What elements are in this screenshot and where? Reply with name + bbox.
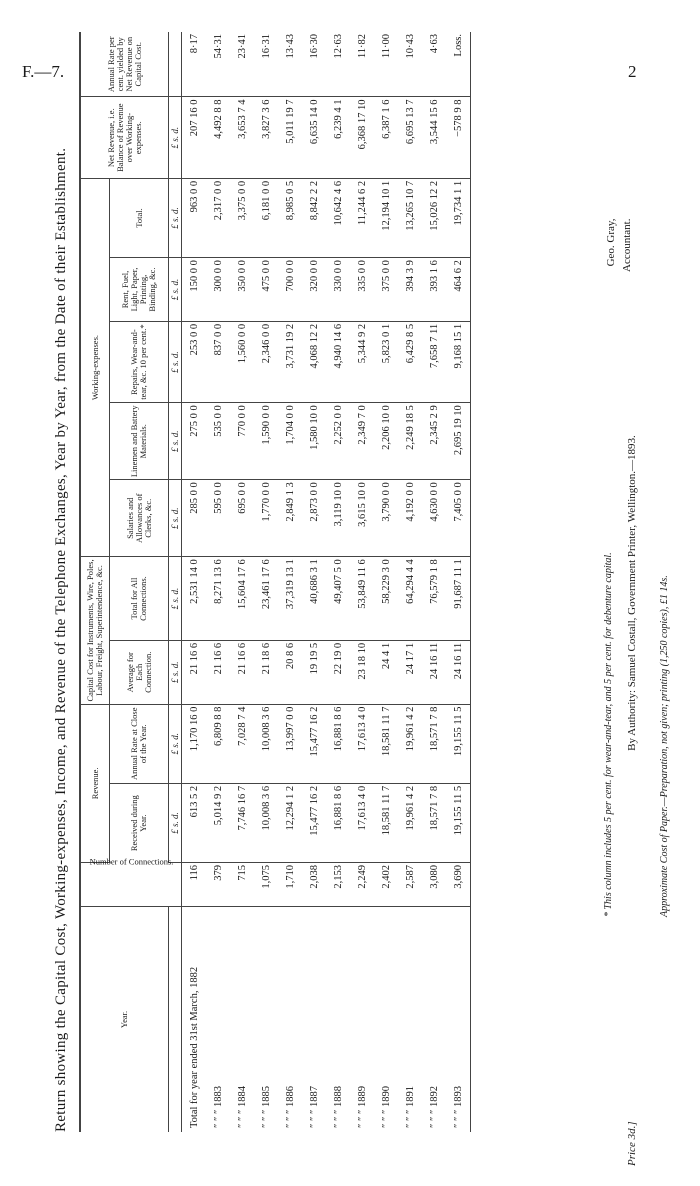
cell-rep: 6,429 8 5 [398, 321, 422, 402]
cell-sal: 4,630 0 0 [422, 480, 446, 557]
cell-avg: 23 18 10 [350, 640, 374, 704]
cell-year: ″ ″ ″ 1887 [308, 1086, 320, 1128]
cell-rent: 393 1 6 [422, 258, 446, 322]
cell-pct: 23·41 [230, 32, 254, 97]
cell-line: 1,704 0 0 [278, 403, 302, 480]
cell-sal: 285 0 0 [182, 480, 207, 557]
cell-pct: 10·43 [398, 32, 422, 97]
cell-rep: 4,940 14 6 [326, 321, 350, 402]
cell-tot: 37,319 13 1 [278, 557, 302, 641]
cell-tot: 49,407 5 0 [326, 557, 350, 641]
cell-pct: 11·00 [374, 32, 398, 97]
cell-avg: 21 18 6 [254, 640, 278, 704]
cell-conn: 2,038 [302, 863, 326, 907]
cell-sal: 2,873 0 0 [302, 480, 326, 557]
table-row [350, 32, 374, 1132]
cell-avg: 24 17 1 [398, 640, 422, 704]
cell-rent: 375 0 0 [374, 258, 398, 322]
cell-total: 963 0 0 [182, 178, 207, 257]
footnote: * This column includes 5 per cent. for wear-and-tear, and 5 per cent. for debenture capital. [603, 552, 614, 917]
cell-tot: 23,461 17 6 [254, 557, 278, 641]
units-blank [169, 32, 182, 97]
cell-rate: 16,881 8 6 [326, 704, 350, 783]
cell-conn: 2,402 [374, 863, 398, 907]
units: £ s. d. [169, 97, 182, 178]
cell-net: 3,544 15 6 [422, 97, 446, 178]
cell-year: ″ ″ ″ 1893 [446, 907, 471, 1132]
cell-tot: 40,686 3 1 [302, 557, 326, 641]
table-row [326, 32, 350, 1132]
cell-rate: 6,809 8 8 [206, 704, 230, 783]
cell-recv: 19,155 11 5 [446, 783, 471, 862]
cell-rent: 320 0 0 [302, 258, 326, 322]
cell-pct: 11·82 [350, 32, 374, 97]
cell-recv: 5,014 9 2 [206, 783, 230, 862]
cell-net: 6,368 17 10 [350, 97, 374, 178]
cell-recv: 18,571 7 8 [422, 783, 446, 862]
cell-sal: 695 0 0 [230, 480, 254, 557]
cell-pct: 54·31 [206, 32, 230, 97]
cell-total: 19,734 1 1 [446, 178, 471, 257]
cell-year: ″ ″ ″ 1888 [332, 1086, 344, 1128]
cell-recv: 16,881 8 6 [326, 783, 350, 862]
cell-avg: 22 19 0 [326, 640, 350, 704]
cell-sal: 4,192 0 0 [398, 480, 422, 557]
units: £ s. d. [169, 783, 182, 862]
cell-rep: 5,344 9 2 [350, 321, 374, 402]
cell-rent: 335 0 0 [350, 258, 374, 322]
cell-rep: 253 0 0 [182, 321, 207, 402]
cell-pct: 8·17 [182, 32, 207, 97]
average-header: Average for Each Connection. [110, 640, 169, 704]
cell-rep: 2,346 0 0 [254, 321, 278, 402]
cell-recv: 12,294 1 2 [278, 783, 302, 862]
cell-sal: 7,405 0 0 [446, 480, 471, 557]
cell-recv: 19,961 4 2 [398, 783, 422, 862]
cell-sal: 3,790 0 0 [374, 480, 398, 557]
table-row [278, 32, 302, 1132]
cell-pct: 16·30 [302, 32, 326, 97]
cell-sal: 595 0 0 [206, 480, 230, 557]
repairs-header: Repairs, Wear-and-tear, &c. 10 per cent.* [110, 321, 169, 402]
cell-year: ″ ″ ″ 1883 [212, 1086, 224, 1128]
cell-line: 2,249 18 5 [398, 403, 422, 480]
cell-avg: 24 4 1 [374, 640, 398, 704]
cell-rate: 17,613 4 0 [350, 704, 374, 783]
net-revenue-header: Net Revenue, i.e. Balance of Revenue over Working-expenses. [80, 97, 169, 178]
cell-year: ″ ″ ″ 1884 [236, 1086, 248, 1128]
cell-rent: 464 6 2 [446, 258, 471, 322]
cell-avg: 21 16 6 [182, 640, 207, 704]
cell-year: ″ ″ ″ 1885 [260, 1086, 272, 1128]
cell-rate: 19,155 11 5 [446, 704, 471, 783]
printer-authority: By Authority: Samuel Costall, Government Printer, Wellington.—1893. [626, 435, 638, 751]
units: £ s. d. [169, 403, 182, 480]
received-header: Received during Year. [110, 783, 169, 862]
cell-rep: 4,068 12 2 [302, 321, 326, 402]
cell-line: 1,590 0 0 [254, 403, 278, 480]
cell-rep: 7,658 7 11 [422, 321, 446, 402]
cell-conn: 1,075 [254, 863, 278, 907]
cell-tot: 2,531 14 0 [182, 557, 207, 641]
working-expenses-header: Working-expenses. [80, 178, 110, 556]
table-row [182, 32, 207, 1132]
cell-total: 13,265 10 7 [398, 178, 422, 257]
cell-conn: 116 [182, 863, 207, 907]
cell-tot: 76,579 1 8 [422, 557, 446, 641]
cell-conn: 3,080 [422, 863, 446, 907]
price: Price 3d.] [626, 1121, 638, 1166]
cell-rate: 19,961 4 2 [398, 704, 422, 783]
table-title: Return showing the Capital Cost, Working-expenses, Income, and Revenue of the Telephone Exchanges, Year by Year, from the Date of their Establishment. [53, 147, 69, 1132]
cell-conn: 3,690 [446, 863, 471, 907]
table-row [254, 32, 278, 1132]
cell-pct: Loss. [446, 32, 471, 97]
cell-line: 535 0 0 [206, 403, 230, 480]
cell-total: 8,985 0 5 [278, 178, 302, 257]
cell-net: 6,635 14 0 [302, 97, 326, 178]
cell-line: 2,252 0 0 [326, 403, 350, 480]
cell-sal: 2,849 1 3 [278, 480, 302, 557]
cell-avg: 21 16 6 [230, 640, 254, 704]
cell-rate: 18,571 7 8 [422, 704, 446, 783]
annual-rate-percent-header: Annual Rate per cent. yielded by Net Revenue on Capital Cost. [80, 32, 169, 97]
cell-conn: 2,249 [350, 863, 374, 907]
page-reference: F.—7. [22, 62, 65, 81]
cell-net: 5,011 19 7 [278, 97, 302, 178]
cell-net: −578 9 8 [446, 97, 471, 178]
cell-tot: 58,229 3 0 [374, 557, 398, 641]
cell-year: Total for year ended 31st March, 1882 [188, 966, 200, 1128]
units: £ s. d. [169, 258, 182, 322]
cell-avg: 24 16 11 [422, 640, 446, 704]
cell-rent: 150 0 0 [182, 258, 207, 322]
cell-rent: 700 0 0 [278, 258, 302, 322]
cell-net: 6,387 1 6 [374, 97, 398, 178]
rotated-footer-block [596, 0, 700, 1186]
cell-avg: 19 19 5 [302, 640, 326, 704]
cell-pct: 13·43 [278, 32, 302, 97]
cell-total: 10,642 4 6 [326, 178, 350, 257]
cell-tot: 91,687 11 1 [446, 557, 471, 641]
table-row [422, 32, 446, 1132]
cell-line: 2,695 19 10 [446, 403, 471, 480]
cell-recv: 17,613 4 0 [350, 783, 374, 862]
cell-net: 3,653 7 4 [230, 97, 254, 178]
cell-avg: 20 8 6 [278, 640, 302, 704]
table-row [398, 32, 422, 1132]
cell-rep: 5,823 0 1 [374, 321, 398, 402]
cell-rate: 7,028 7 4 [230, 704, 254, 783]
table-row [374, 32, 398, 1132]
return-table [79, 32, 471, 1132]
cell-net: 3,827 3 6 [254, 97, 278, 178]
cell-pct: 16·31 [254, 32, 278, 97]
cell-recv: 18,581 11 7 [374, 783, 398, 862]
cell-line: 2,345 2 9 [422, 403, 446, 480]
signature-name: Geo. Gray, [605, 218, 617, 267]
cell-rent: 300 0 0 [206, 258, 230, 322]
cell-rent: 475 0 0 [254, 258, 278, 322]
cell-total: 15,026 12 2 [422, 178, 446, 257]
cell-rep: 837 0 0 [206, 321, 230, 402]
cell-total: 3,375 0 0 [230, 178, 254, 257]
cell-rate: 13,997 0 0 [278, 704, 302, 783]
cell-conn: 1,710 [278, 863, 302, 907]
cell-year: ″ ″ ″ 1886 [284, 1086, 296, 1128]
cell-avg: 24 16 11 [446, 640, 471, 704]
annual-rate-close-header: Annual Rate at Close of the Year. [110, 704, 169, 783]
cell-pct: 4·63 [422, 32, 446, 97]
cell-conn: 2,587 [398, 863, 422, 907]
cell-rate: 1,170 16 0 [182, 704, 207, 783]
cell-rent: 330 0 0 [326, 258, 350, 322]
cell-rep: 9,168 15 1 [446, 321, 471, 402]
cell-rate: 15,477 16 2 [302, 704, 326, 783]
units: £ s. d. [169, 557, 182, 641]
approximate-cost: Approximate Cost of Paper.—Preparation, not given; printing (1,250 copies), £1 14s. [659, 575, 670, 917]
cell-rent: 350 0 0 [230, 258, 254, 322]
cell-year: ″ ″ ″ 1892 [428, 1086, 440, 1128]
cell-rate: 18,581 11 7 [374, 704, 398, 783]
cell-line: 275 0 0 [182, 403, 207, 480]
cell-line: 770 0 0 [230, 403, 254, 480]
cell-net: 207 16 0 [182, 97, 207, 178]
table-row [446, 32, 471, 1132]
table-row [206, 32, 230, 1132]
cell-rep: 3,731 19 2 [278, 321, 302, 402]
cell-recv: 7,746 16 7 [230, 783, 254, 862]
cell-total: 8,842 2 2 [302, 178, 326, 257]
cell-conn: 2,153 [326, 863, 350, 907]
cell-tot: 8,271 13 6 [206, 557, 230, 641]
cell-net: 6,239 4 1 [326, 97, 350, 178]
cell-year: ″ ″ ″ 1889 [356, 1086, 368, 1128]
cell-avg: 21 16 6 [206, 640, 230, 704]
cell-year: ″ ″ ″ 1891 [404, 1086, 416, 1128]
capital-header: Capital Cost for Instruments, Wire, Poles, Labour, Freight, Superintendence, &c. [80, 557, 110, 704]
units: £ s. d. [169, 704, 182, 783]
cell-total: 12,194 10 1 [374, 178, 398, 257]
linemen-header: Linemen and Battery Materials. [110, 403, 169, 480]
cell-rate: 10,008 3 6 [254, 704, 278, 783]
revenue-header: Revenue. [80, 704, 110, 862]
units-blank [169, 907, 182, 1132]
cell-total: 2,317 0 0 [206, 178, 230, 257]
units: £ s. d. [169, 480, 182, 557]
cell-recv: 613 5 2 [182, 783, 207, 862]
cell-conn: 715 [230, 863, 254, 907]
connections-header: Number of Connections. [80, 863, 182, 907]
cell-tot: 15,604 17 6 [230, 557, 254, 641]
signature-role: Accountant. [621, 218, 633, 272]
units: £ s. d. [169, 178, 182, 257]
cell-rep: 1,560 0 0 [230, 321, 254, 402]
cell-total: 6,181 0 0 [254, 178, 278, 257]
year-header: Year. [80, 907, 169, 1132]
table-body [182, 32, 471, 1132]
cell-line: 2,349 7 0 [350, 403, 374, 480]
table-row [230, 32, 254, 1132]
cell-sal: 3,615 10 0 [350, 480, 374, 557]
cell-recv: 15,477 16 2 [302, 783, 326, 862]
table-row [302, 32, 326, 1132]
cell-rent: 394 3 9 [398, 258, 422, 322]
page-number: 2 [628, 62, 637, 81]
salaries-header: Salaries and Allowances of Clerks, &c. [110, 480, 169, 557]
cell-line: 1,580 10 0 [302, 403, 326, 480]
cell-tot: 64,294 4 4 [398, 557, 422, 641]
cell-year: ″ ″ ″ 1890 [380, 1086, 392, 1128]
cell-sal: 1,770 0 0 [254, 480, 278, 557]
units: £ s. d. [169, 321, 182, 402]
cell-total: 11,244 6 2 [350, 178, 374, 257]
cell-pct: 12·63 [326, 32, 350, 97]
units: £ s. d. [169, 640, 182, 704]
cell-sal: 3,119 10 0 [326, 480, 350, 557]
total-header: Total. [110, 178, 169, 257]
rent-header: Rent, Fuel, Light, Paper, Printing, Binding, &c. [110, 258, 169, 322]
cell-net: 4,492 8 8 [206, 97, 230, 178]
cell-recv: 10,008 3 6 [254, 783, 278, 862]
cell-conn: 379 [206, 863, 230, 907]
rotated-return-table-block [47, 32, 687, 1132]
cell-tot: 53,849 11 6 [350, 557, 374, 641]
total-all-header: Total for All Connections. [110, 557, 169, 641]
cell-line: 2,206 10 0 [374, 403, 398, 480]
cell-net: 6,695 13 7 [398, 97, 422, 178]
